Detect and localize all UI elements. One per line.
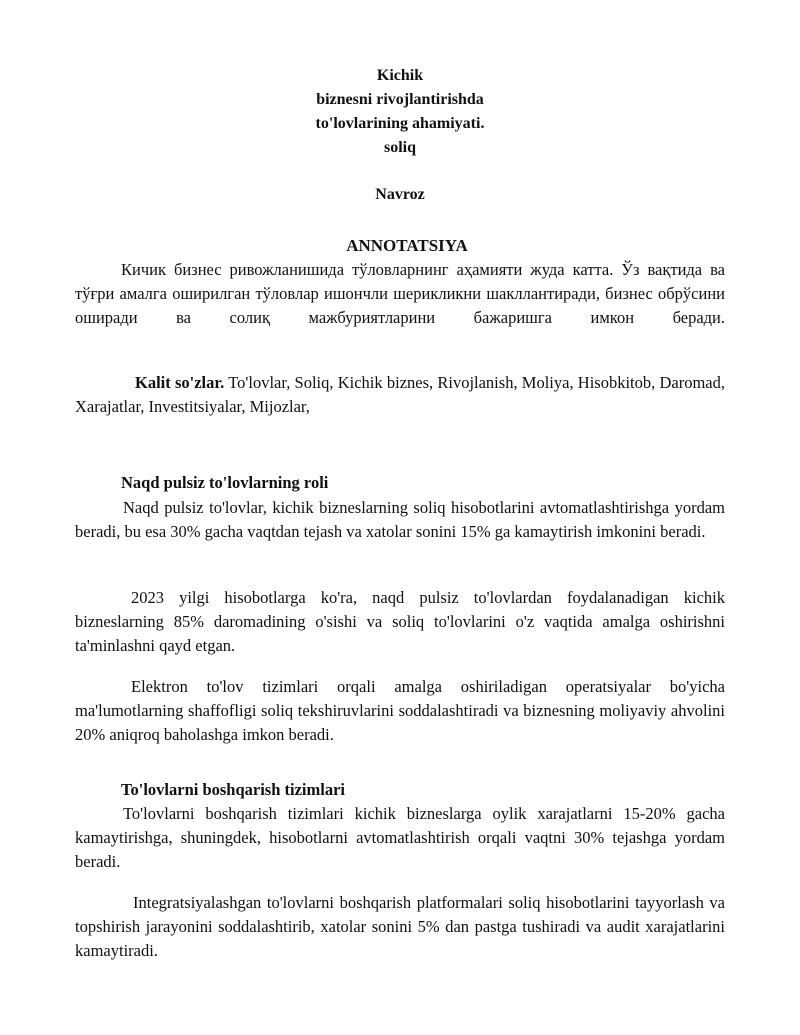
- keywords-text: To'lovlar, Soliq, Kichik biznes, Rivojlanish, Moliya, Hisobkitob, Daromad, Xarajatlar, Investitsiyalar, Mijozlar,: [75, 373, 725, 416]
- title-line: soliq: [383, 139, 416, 156]
- paragraph-text: Integratsiyalashgan to'lovlarni boshqarish platformalari soliq hisobotlarini tayyorlash va topshirish jarayonini soddalashtirib, xatolar sonini 5% dan pastga tushiradi va audit xarajatlarini kamaytiradi.: [75, 893, 725, 960]
- section-paragraph: [75, 891, 725, 963]
- keywords-paragraph: [75, 371, 725, 419]
- section-paragraph: [75, 496, 725, 544]
- section-heading: Naqd pulsiz to'lovlarning roli: [121, 473, 329, 492]
- document-title: [0, 64, 800, 160]
- section-paragraph: [75, 675, 725, 747]
- paragraph-text: To'lovlarni boshqarish tizimlari kichik bizneslarga oylik xarajatlarni 15-20% gacha kamaytirishga, shuningdek, hisobotlarni avtomatlashtirish orqali vaqtni 30% tejashga yordam beradi.: [75, 804, 725, 871]
- author-name: Navroz: [375, 186, 425, 203]
- section-paragraph: [75, 802, 725, 874]
- title-line: Kichik: [376, 67, 424, 84]
- annotation-text: Кичик бизнес ривожланишида тўловларнинг аҳамияти жуда катта. Ўз вақтида ва тўғри амалга оширилган тўловлар ишончли шерикликни шакллантиради, бизнес обрўсини оширади ва солиқ мажбуриятларини бажаришга имкон: [75, 260, 725, 327]
- section-heading: To'lovlarni boshqarish tizimlari: [121, 780, 346, 799]
- paragraph-text: 2023 yilgi hisobotlarga ko'ra, naqd pulsiz to'lovlardan foydalanadigan kichik bizneslarning 85% daromadining o'sishi va soliq to'lovlarini o'z vaqtida amalga oshirishni ta'minlashni qayd etgan.: [75, 588, 725, 655]
- section-paragraph: [75, 586, 725, 658]
- title-line: to'lovlarining ahamiyati.: [315, 115, 485, 132]
- annotation-last-word: беради.: [672, 308, 725, 327]
- title-line: biznesni rivojlantirishda: [316, 91, 484, 108]
- annotation-paragraph: [75, 258, 725, 330]
- keywords-label: Kalit so'zlar.: [135, 373, 225, 392]
- annotation-heading: ANNOTATSIYA: [346, 236, 468, 255]
- paragraph-text: Naqd pulsiz to'lovlar, kichik bizneslarning soliq hisobotlarini avtomatlashtirishga yordam beradi, bu esa 30% gacha vaqtdan tejash va xatolar sonini 15% ga kamaytirish imkonini beradi.: [75, 498, 725, 541]
- paragraph-text: Elektron to'lov tizimlari orqali amalga oshiriladigan operatsiyalar bo'yicha ma'lumotlarning shaffofligi soliq tekshiruvlarini soddalashtiradi va biznesning moliyaviy ahvolini 20% aniqroq baholashga imkon beradi.: [75, 677, 725, 744]
